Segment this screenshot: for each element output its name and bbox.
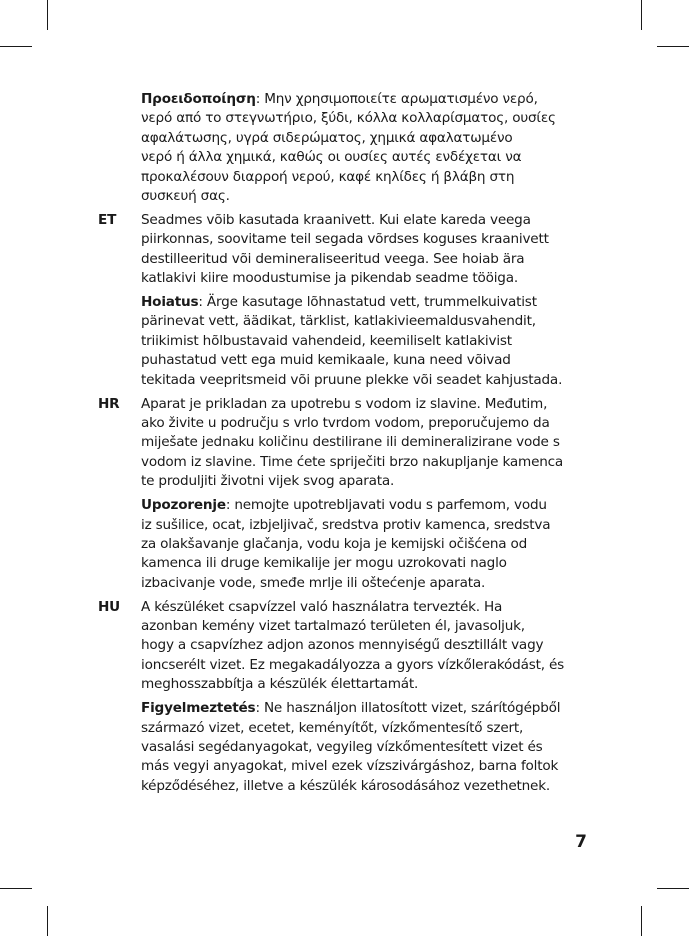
- warning-label: Upozorenje: [141, 497, 226, 514]
- warning-label: Hoiatus: [141, 294, 199, 311]
- crop-mark-top-right-vertical: [641, 0, 642, 30]
- hr-main-paragraph: HR Aparat je prikladan za upotrebu s vodom iz slavine. Međutim, ako živite u području s vrlo tvrdom vodom, preporučujemo da miješate jednaku količinu destilirane ili demineralizirane vode s vodom iz slavine. Time ćete spriječiti brzo nakupljanje kamenca te produljiti životni vijek svog aparata.: [98, 395, 564, 490]
- hu-main-paragraph: HU A készüléket csapvízzel való használatra tervezték. Ha azonban kemény vizet tartalmazó területen él, javasoljuk, hogy a csapvízhez adjon azonos mennyiségű desztillált vagy ioncserélt vizet. Ez megakadályozza a gyors vízkőlerakódást, és meghosszabbítja a készülék élettartamát.: [98, 598, 564, 693]
- warning-label: Προειδοποίηση: [141, 91, 256, 107]
- language-code-et: ET: [98, 211, 117, 228]
- hr-warning-paragraph: Upozorenje: nemojte upotrebljavati vodu s parfemom, vodu iz sušilice, ocat, izbjeljivač, sredstva protiv kamenca, sredstva za olakšavanje glačanja, vodu koja je kemijski očišćena od kamenca ili druge kemikalije jer mogu uzrokovati naglo izbacivanje vode, smeđe mrlje ili oštećenje aparata.: [141, 497, 551, 591]
- crop-mark-bottom-left-vertical: [47, 906, 48, 936]
- crop-mark-bottom-right-horizontal: [657, 888, 689, 889]
- el-warning-paragraph: Προειδοποίηση: Μην χρησιμοποιείτε αρωματισμένο νερό, νερό από το στεγνωτήριο, ξύδι, κόλλα κολλαρίσματος, ουσίες αφαλάτωσης, υγρά σιδερώματος, χημικά αφαλατωμένο νερό ή άλλα χημικά, καθώς οι ουσίες αυτές ενδέχεται να προκαλέσουν διαρροή νερού, καφέ κηλίδες ή βλάβη στη συσκευή σας.: [141, 91, 556, 205]
- language-code-hu: HU: [98, 598, 121, 615]
- page-number: 7: [575, 832, 587, 852]
- crop-mark-bottom-right-vertical: [641, 906, 642, 936]
- warning-label: Figyelmeztetés: [141, 700, 256, 717]
- crop-mark-top-right-horizontal: [657, 46, 689, 47]
- crop-mark-top-left-horizontal: [0, 46, 32, 47]
- et-main-paragraph: ET Seadmes võib kasutada kraanivett. Kui elate kareda veega piirkonnas, soovitame teil segada võrdses koguses kraanivett destilleeritud või demineraliseeritud veega. See hoiab ära katlakivi kiire moodustumise ja pikendab seadme tööiga.: [98, 211, 549, 287]
- crop-mark-bottom-left-horizontal: [0, 888, 32, 889]
- language-code-hr: HR: [98, 395, 120, 412]
- et-warning-paragraph: Hoiatus: Ärge kasutage lõhnastatud vett, trummelkuivatist pärinevat vett, äädikat, tärklist, katlakivieemaldusvahendit, triikimist hõlbustavaid vahendeid, keemiliselt katlakivist puhastatud vett ega muid kemikaale, kuna need võivad tekitada veepritsmeid või pruune plekke või seadet kahjustada.: [141, 294, 563, 388]
- manual-text-column: [98, 90, 593, 801]
- hu-warning-paragraph: Figyelmeztetés: Ne használjon illatosított vizet, szárítógépből származó vizet, ecetet, keményítőt, vízkőmentesítő szert, vasalási segédanyagokat, vegyileg vízkőmentesített vizet és más vegyi anyagokat, mivel ezek vízszivárgáshoz, barna foltok képződéséhez, illetve a készülék károsodásához vezethetnek.: [141, 700, 561, 794]
- crop-mark-top-left-vertical: [47, 0, 48, 30]
